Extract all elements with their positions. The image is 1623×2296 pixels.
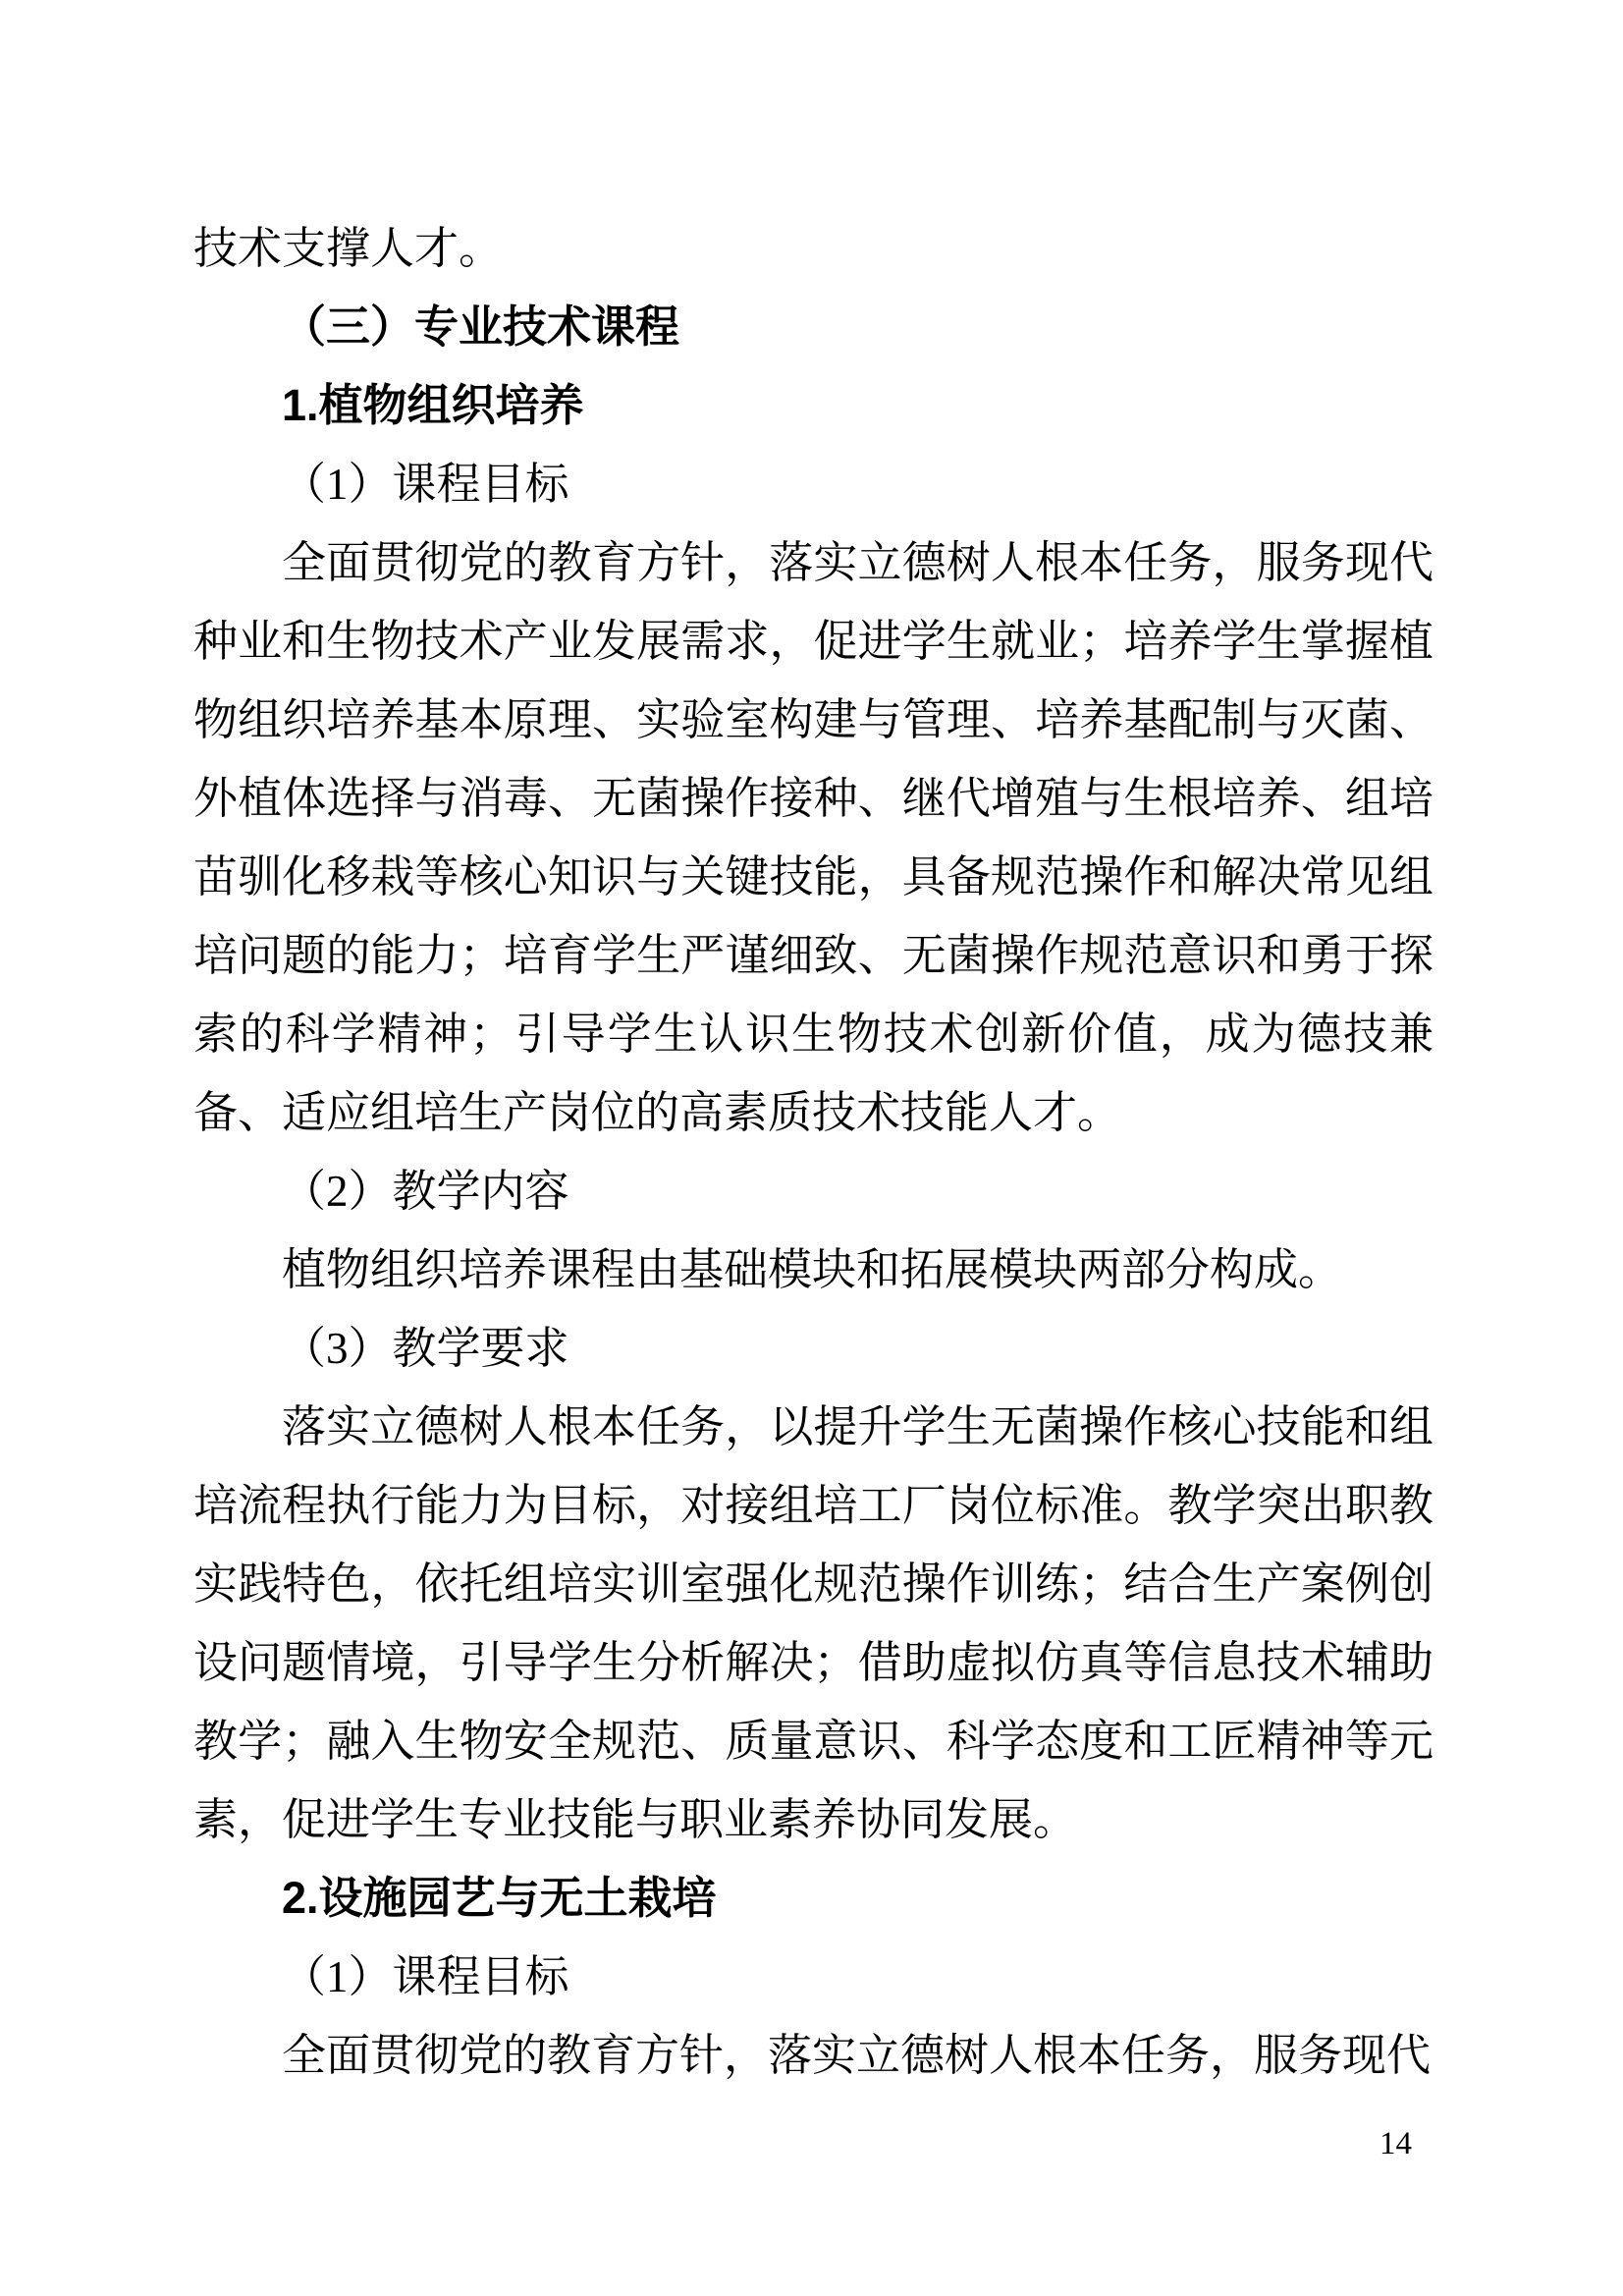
subsection-heading-course1-content: （2）教学内容	[282, 1167, 569, 1216]
course-heading-1: 1.植物组织培养	[282, 380, 584, 430]
subsection-heading-course2-objectives: （1）课程目标	[282, 1952, 569, 2001]
paragraph-course1-requirements: 落实立德树人根本任务，以提升学生无菌操作核心技能和组培流程执行能力为目标，对接组培工厂岗位标准。教学突出职教实践特色，依托组培实训室强化规范操作训练；结合生产案例创设问题情境，引导学生分析解决；借助虚拟仿真等信息技术辅助教学；融入生物安全规范、质量意识、科学态度和工匠精神等元素，促进学生专业技能与职业素养协同发展。	[193, 1402, 1434, 1844]
paragraph-course2-objectives: 全面贯彻党的教育方针，落实立德树人根本任务，服务现代	[282, 2031, 1432, 2080]
page-body	[193, 209, 1434, 2095]
paragraph-course1-content: 植物组织培养课程由基础模块和拓展模块两部分构成。	[282, 1245, 1343, 1294]
page-number: 14	[1380, 2126, 1412, 2161]
course-heading-2: 2.设施园艺与无土栽培	[282, 1873, 717, 1923]
paragraph-course1-objectives: 全面贯彻党的教育方针，落实立德树人根本任务，服务现代种业和生物技术产业发展需求，促进学生就业；培养学生掌握植物组织培养基本原理、实验室构建与管理、培养基配制与灭菌、外植体选择与消毒、无菌操作接种、继代增殖与生根培养、组培苗驯化移栽等核心知识与关键技能，具备规范操作和解决常见组培问题的能力；培育学生严谨细致、无菌操作规范意识和勇于探索的科学精神；引导学生认识生物技术创新价值，成为德技兼备、适应组培生产岗位的高素质技术技能人才。	[193, 538, 1434, 1137]
subsection-heading-course1-objectives: （1）课程目标	[282, 460, 569, 509]
paragraph-continuation: 技术支撑人才。	[193, 224, 504, 273]
section-heading: （三）专业技术课程	[282, 302, 680, 352]
subsection-heading-course1-requirements: （3）教学要求	[282, 1324, 569, 1373]
